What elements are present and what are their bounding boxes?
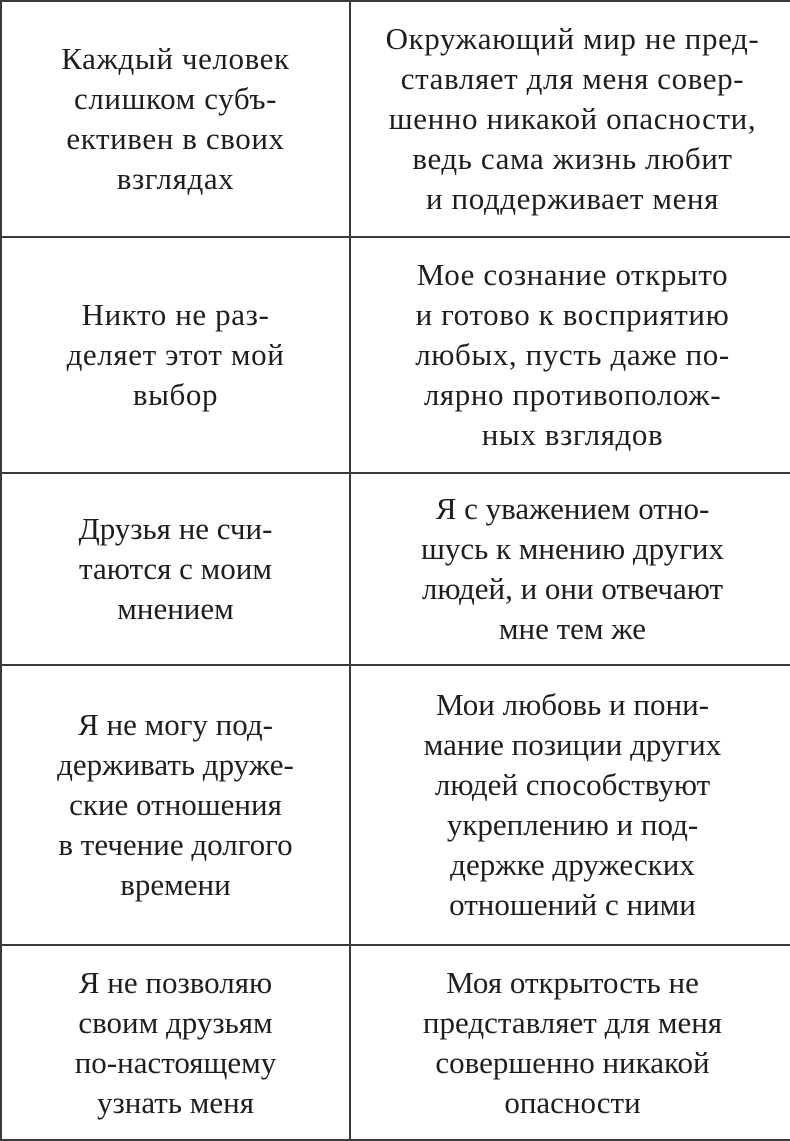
text-line: по-настоящему	[74, 1044, 277, 1080]
affirmation-cell	[350, 473, 790, 665]
text-line: Я с уважением отно-	[435, 491, 710, 526]
text-line: слишком субъ-	[73, 81, 278, 116]
text-line: ведь сама жизнь любит	[412, 141, 733, 176]
text-line: опасности	[504, 1084, 641, 1120]
text-line: и готово к восприятию	[415, 297, 730, 332]
text-line: Окружающий мир не пред-	[385, 21, 760, 56]
text-line: совершенно никакой	[435, 1044, 710, 1080]
negative-belief-cell	[1, 945, 350, 1140]
text-line: держке дружеских	[450, 847, 695, 882]
text-line: Мое сознание открыто	[416, 257, 729, 292]
text-line: Каждый человек	[61, 41, 290, 76]
table-row	[1, 1, 790, 237]
negative-belief-cell	[1, 473, 350, 665]
text-line: Друзья не счи-	[78, 511, 273, 546]
text-line: Никто не раз-	[81, 297, 270, 332]
text-line: Мои любовь и пони-	[436, 687, 709, 722]
text-line: укреплению и под-	[446, 807, 699, 842]
text-line: отношений с ними	[449, 887, 696, 922]
text-line: представляет для меня	[422, 1004, 723, 1040]
text-line: деляет этот мой	[66, 337, 285, 372]
text-line: ективен в своих	[66, 121, 285, 156]
text-line: в течение долгого	[58, 827, 293, 862]
affirmation-cell	[350, 945, 790, 1140]
affirmation-cell	[350, 665, 790, 945]
text-line: мне тем же	[498, 611, 647, 646]
table-row	[1, 665, 790, 945]
text-line: Я не могу под-	[78, 707, 273, 742]
text-line: и поддерживает меня	[425, 181, 720, 216]
text-line: ных взглядов	[481, 417, 664, 452]
text-line: узнать меня	[97, 1084, 254, 1120]
text-line: лярно противополож-	[423, 377, 722, 412]
text-line: шусь к мнению других	[420, 531, 725, 566]
text-line: людей способствуют	[434, 767, 711, 802]
text-line: мание позиции других	[423, 727, 722, 762]
table-row	[1, 237, 790, 473]
text-line: Я не позволяю	[78, 964, 273, 1000]
text-line: Моя открытость не	[446, 964, 699, 1000]
text-line: выбор	[132, 377, 219, 412]
text-line: ставляет для меня совер-	[400, 61, 745, 96]
text-line: держивать друже-	[57, 747, 294, 782]
text-line: любых, пусть даже по-	[415, 337, 730, 372]
text-line: шенно никакой опасности,	[388, 101, 757, 136]
negative-belief-cell	[1, 1, 350, 237]
text-line: ские отношения	[69, 787, 282, 822]
table-row	[1, 945, 790, 1140]
text-line: мнением	[117, 591, 234, 626]
affirmation-cell	[350, 237, 790, 473]
affirmation-cell	[350, 1, 790, 237]
negative-belief-cell	[1, 665, 350, 945]
text-line: таются с моим	[79, 551, 272, 586]
text-line: взглядах	[116, 161, 235, 196]
negative-belief-cell	[1, 237, 350, 473]
text-line: своим друзьям	[78, 1004, 273, 1040]
text-line: времени	[120, 867, 231, 902]
text-line: людей, и они отвечают	[421, 571, 724, 606]
table-row	[1, 473, 790, 665]
